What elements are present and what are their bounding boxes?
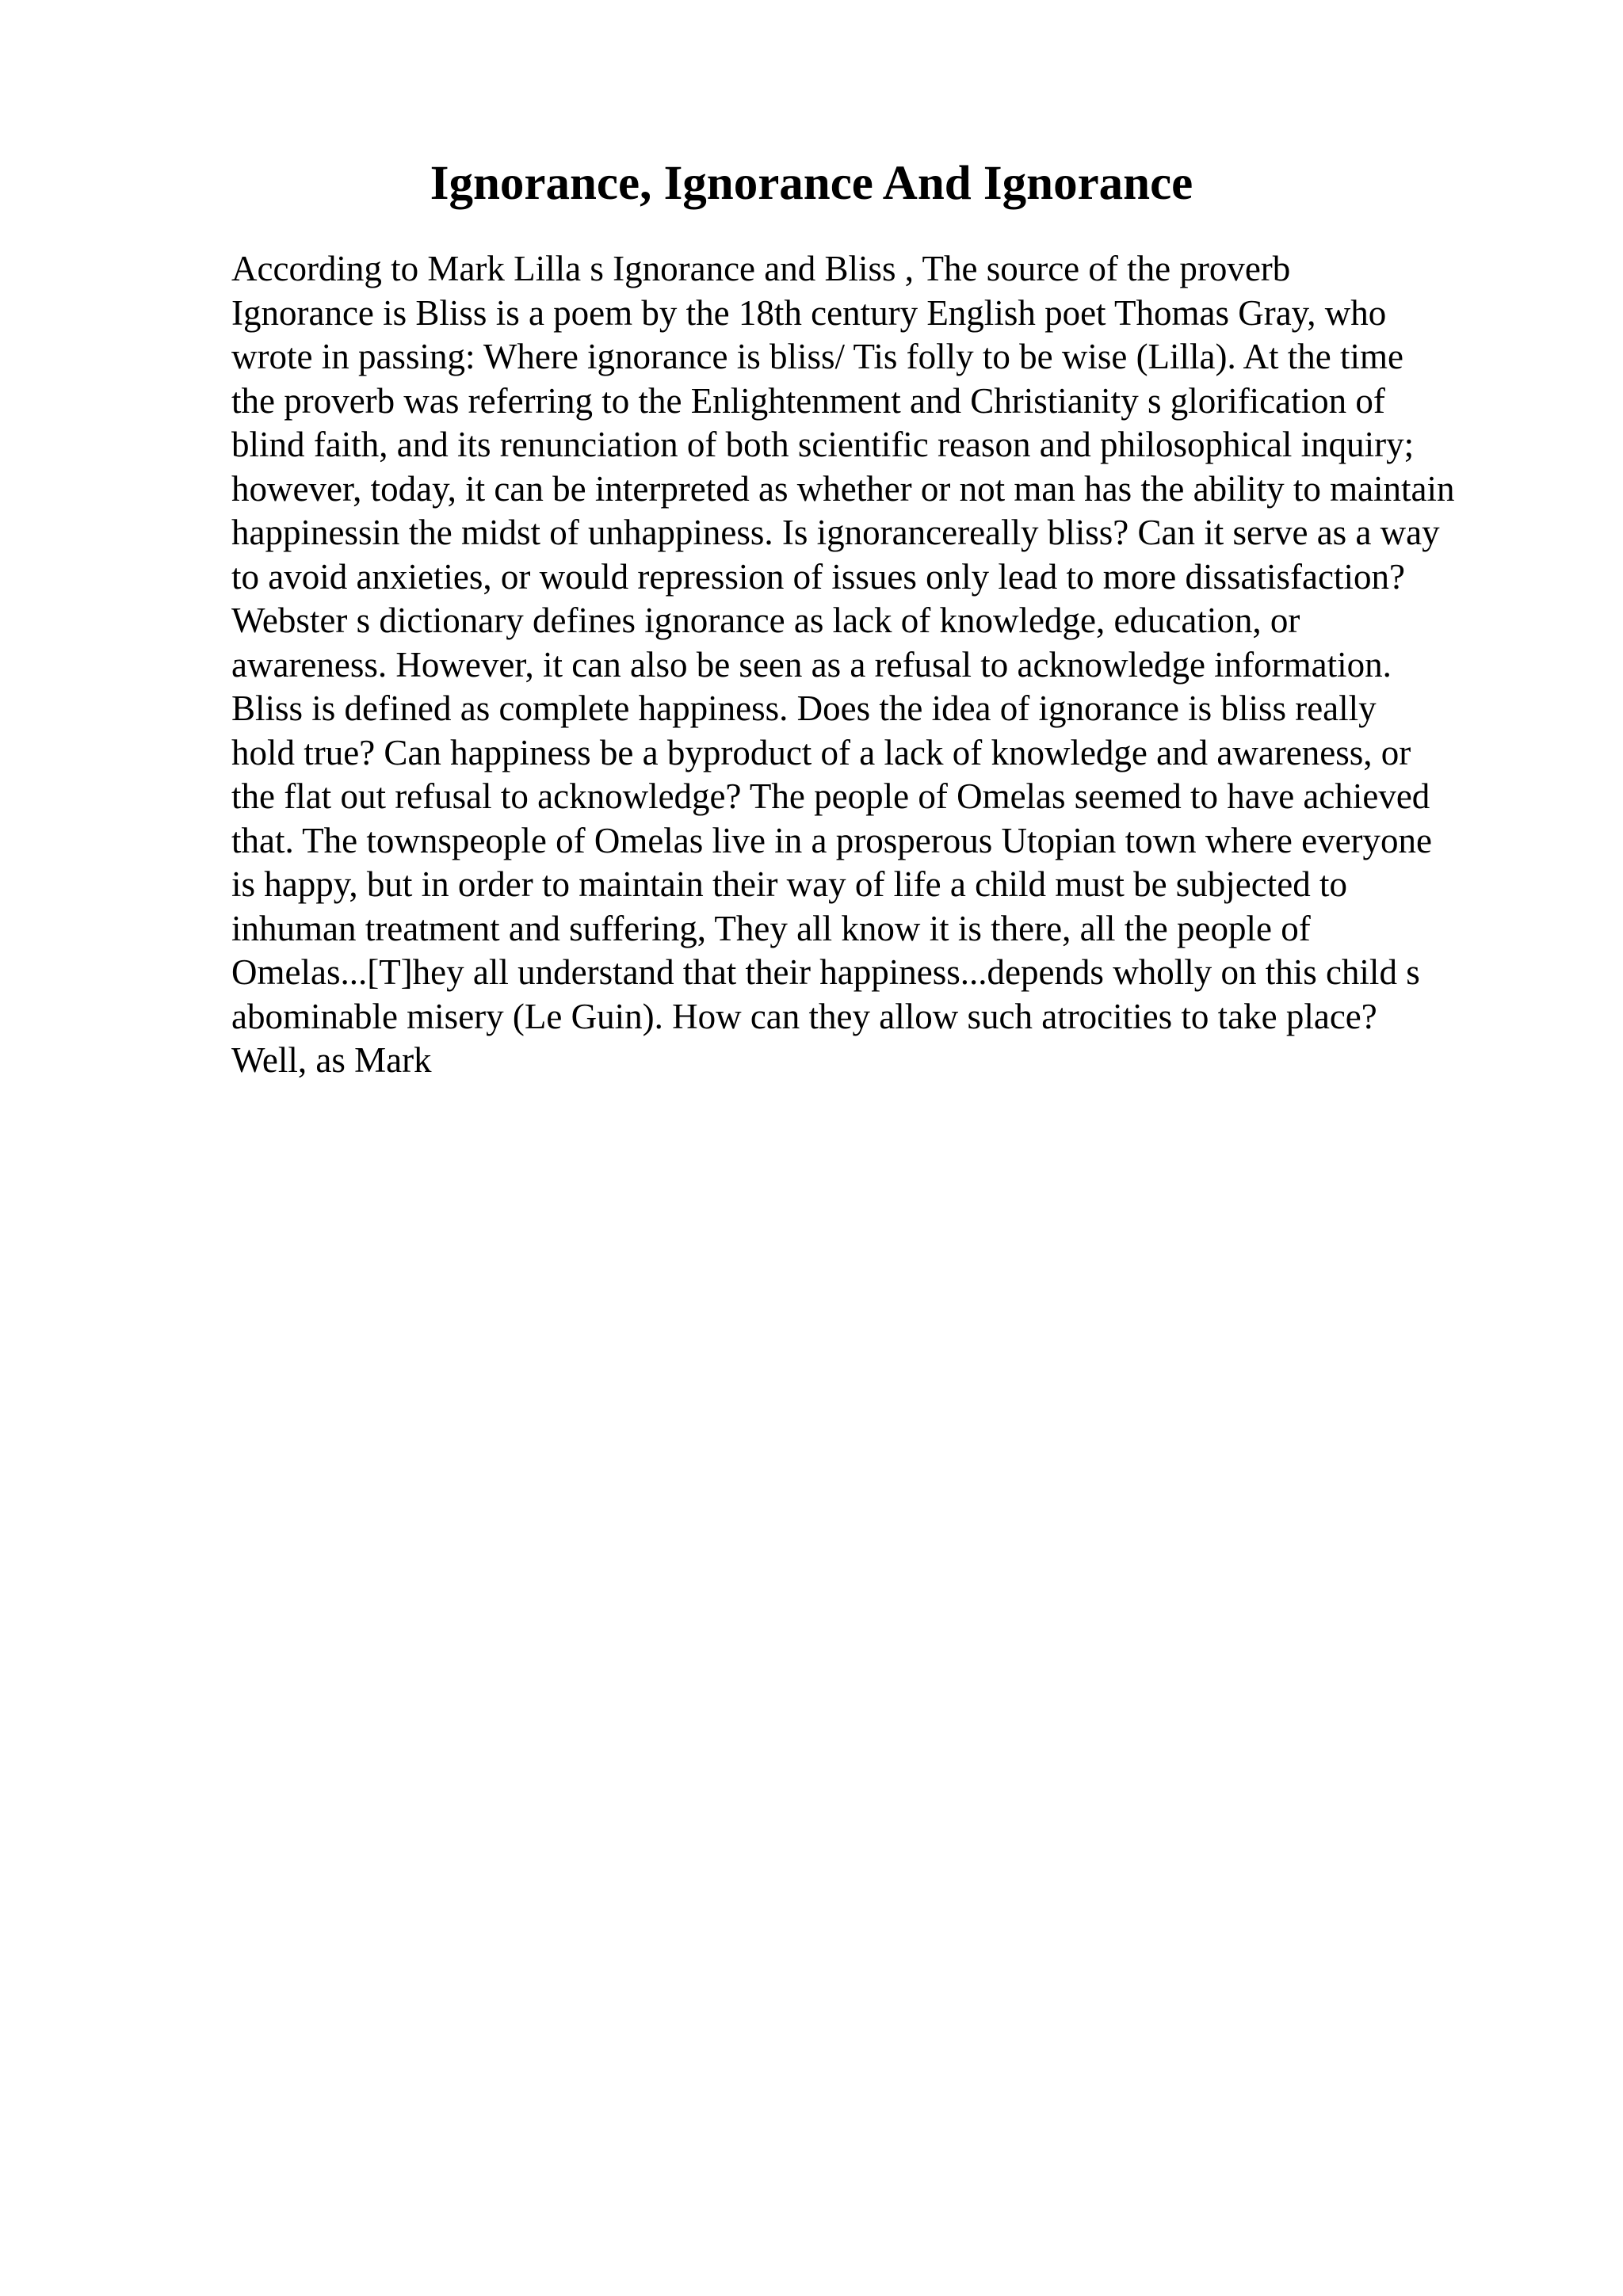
body-line: however, today, it can be interpreted as whether or not man has the ability to maintain xyxy=(231,468,1455,509)
document-title: Ignorance, Ignorance And Ignorance xyxy=(430,157,1193,210)
body-line: happinessin the midst of unhappiness. Is ignorancereally bliss? Can it serve as a way xyxy=(231,513,1440,552)
body-line: blind faith, and its renunciation of both scientific reason and philosophical inquiry; xyxy=(231,425,1415,464)
body-line: the flat out refusal to acknowledge? The people of Omelas seemed to have achieved xyxy=(231,776,1430,816)
body-line: Ignorance is Bliss is a poem by the 18th century English poet Thomas Gray, who xyxy=(231,292,1387,333)
body-line: Omelas...[T]hey all understand that their happiness...depends wholly on this child s xyxy=(231,952,1420,992)
body-line: According to Mark Lilla s Ignorance and Bliss , The source of the proverb xyxy=(231,249,1291,288)
body-line: that. The townspeople of Omelas live in a prosperous Utopian town where everyone xyxy=(231,820,1433,860)
body-line: Well, as Mark xyxy=(231,1040,432,1080)
body-line: wrote in passing: Where ignorance is bliss/ Tis folly to be wise (Lilla). At the time xyxy=(231,337,1403,376)
body-line: Webster s dictionary defines ignorance as lack of knowledge, education, or xyxy=(231,601,1300,640)
body-line: abominable misery (Le Guin). How can they allow such atrocities to take place? xyxy=(231,996,1377,1036)
body-line: to avoid anxieties, or would repression of issues only lead to more dissatisfaction? xyxy=(231,556,1405,597)
body-line: is happy, but in order to maintain their way of life a child must be subjected to xyxy=(231,864,1347,904)
body-line: hold true? Can happiness be a byproduct of a lack of knowledge and awareness, or xyxy=(231,732,1411,772)
body-line: inhuman treatment and suffering, They all know it is there, all the people of xyxy=(231,908,1311,948)
document-body xyxy=(231,247,1515,1083)
body-line: the proverb was referring to the Enlightenment and Christianity s glorification of xyxy=(231,380,1385,421)
body-line: Bliss is defined as complete happiness. Does the idea of ignorance is bliss really xyxy=(231,688,1377,728)
body-line: awareness. However, it can also be seen as a refusal to acknowledge information. xyxy=(231,644,1392,685)
